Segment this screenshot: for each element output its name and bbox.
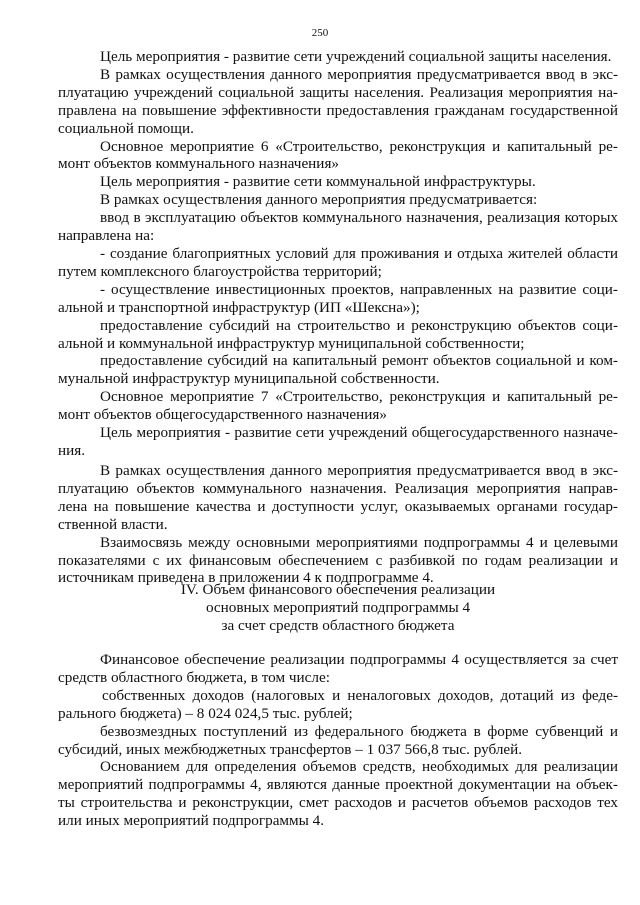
page-number: 250 — [311, 27, 329, 39]
paragraph-line: источникам приведена в приложении 4 к подпрограмме 4. — [58, 569, 434, 587]
paragraph-line: предоставление субсидий на капитальный ремонт объектов социальной и ком- — [100, 352, 618, 370]
paragraph-line: - создание благоприятных условий для проживания и отдыха жителей области — [100, 244, 618, 262]
paragraph-line: - осуществление инвестиционных проектов, направленных на развитие соци- — [100, 280, 618, 298]
paragraph-line: В рамках осуществления данного мероприятия предусматривается ввод в экс- — [100, 65, 618, 83]
paragraph-line: лена на повышение качества и доступности услуг, оказываемых органами государ- — [58, 497, 618, 515]
text-block-measures-6-7 — [58, 48, 618, 460]
paragraph-line: путем комплексного благоустройства территорий; — [58, 262, 382, 280]
paragraph-line: мунальной инфраструктур муниципальной собственности. — [58, 370, 440, 388]
heading-line: за счет средств областного бюджета — [221, 617, 455, 634]
paragraph-line: ввод в эксплуатацию объектов коммунального назначения, реализация которых — [100, 209, 618, 227]
paragraph-line: ственной власти. — [58, 515, 168, 533]
heading-line: основных мероприятий подпрограммы 4 — [205, 599, 471, 616]
paragraph-line: В рамках осуществления данного мероприятия предусматривается: — [100, 191, 538, 209]
paragraph-line: предоставление субсидий на строительство и реконструкцию объектов соци- — [100, 316, 618, 334]
paragraph-line: социальной помощи. — [58, 119, 194, 137]
paragraph-line: ния. — [58, 441, 86, 459]
paragraph-line: показателями с их финансовым обеспечением с разбивкой по годам реализации и — [58, 551, 618, 569]
paragraph-line: направлена на: — [58, 227, 155, 245]
paragraph-line: Основное мероприятие 6 «Строительство, реконструкция и капитальный ре- — [100, 137, 618, 155]
paragraph-line: мероприятий подпрограммы 4, являются данные проектной документации на объек- — [58, 776, 618, 794]
text-block-implementation — [58, 462, 618, 587]
heading-line: IV. Объем финансового обеспечения реализации — [180, 581, 496, 598]
paragraph-line: ты строительства и реконструкции, смет расходов и расчетов объемов расходов тех — [58, 794, 618, 812]
paragraph-line: Цель мероприятия - развитие сети учреждений общегосударственного назначе- — [100, 424, 618, 442]
paragraph-line: Цель мероприятия - развитие сети учреждений социальной защиты населения. — [100, 48, 612, 65]
paragraph-line: Цель мероприятия - развитие сети коммунальной инфраструктуры. — [100, 173, 536, 191]
paragraph-line: Финансовое обеспечение реализации подпрограммы 4 осуществляется за счет — [100, 651, 618, 668]
paragraph-line: правлена на повышение эффективности предоставления гражданам государственной — [58, 101, 618, 119]
paragraph-line: плуатацию учреждений социальной защиты населения. Реализация мероприятия на- — [58, 83, 618, 101]
text-block-financing — [58, 651, 618, 830]
paragraph-line: монт объектов общегосударственного назначения» — [58, 406, 387, 424]
paragraph-line: монт объектов коммунального назначения» — [58, 155, 340, 173]
paragraph-line: альной и транспортной инфраструктур (ИП «Шексна»); — [58, 298, 420, 316]
paragraph-line: безвозмездных поступлений из федерального бюджета в форме субвенций и — [100, 722, 618, 740]
paragraph-line: средств областного бюджета, в том числе: — [58, 668, 330, 686]
paragraph-line: альной и коммунальной инфраструктур муниципальной собственности; — [58, 334, 525, 352]
paragraph-line: или иных мероприятий подпрограммы 4. — [58, 812, 325, 830]
paragraph-line: субсидий, иных межбюджетных трансфертов – 1 037 566,8 тыс. рублей. — [58, 740, 523, 758]
paragraph-line: В рамках осуществления данного мероприятия предусматривается ввод в экс- — [100, 462, 618, 479]
paragraph-line: рального бюджета) – 8 024 024,5 тыс. рублей; — [58, 704, 353, 722]
paragraph-line: Взаимосвязь между основными мероприятиями подпрограммы 4 и целевыми — [100, 533, 618, 551]
paragraph-line: собственных доходов (налоговых и неналоговых доходов, дотаций из феде- — [102, 686, 618, 704]
paragraph-line: плуатацию объектов коммунального назначения. Реализация мероприятия направ- — [58, 479, 618, 497]
paragraph-line: Основное мероприятие 7 «Строительство, реконструкция и капитальный ре- — [100, 388, 618, 406]
section-heading — [58, 581, 618, 635]
paragraph-line: Основанием для определения объемов средств, необходимых для реализации — [100, 758, 618, 776]
